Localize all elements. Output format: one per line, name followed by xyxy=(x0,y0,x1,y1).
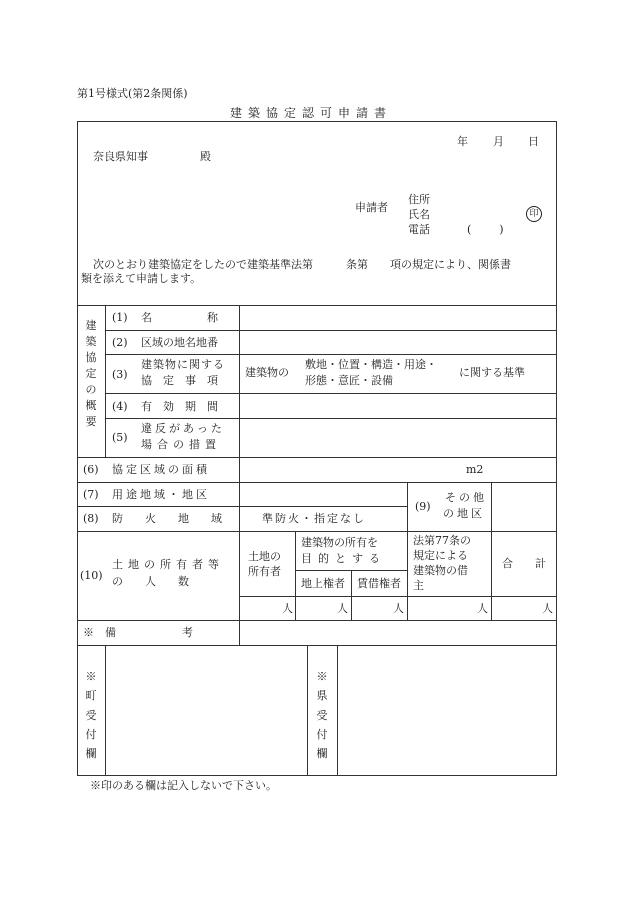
row5-number: (5) xyxy=(112,431,128,444)
date-day: 日 xyxy=(528,135,539,148)
row7-number: (7) xyxy=(83,488,99,501)
row3-prefix: 建築物の xyxy=(245,366,289,379)
unit-land-owner: 人 xyxy=(282,602,293,615)
row8-label: 防 火 地 域 xyxy=(112,512,222,525)
fire-zone-value: 準防火・指定なし xyxy=(262,512,366,525)
pref-reception-label: ※県受付欄 xyxy=(316,670,328,760)
row7-label: 用途地域・地区 xyxy=(112,488,210,501)
row6-number: (6) xyxy=(83,463,99,476)
area-unit: m2 xyxy=(466,463,484,476)
col-lease-rights: 賃借権者 xyxy=(357,577,401,590)
date-month: 月 xyxy=(493,135,504,148)
unit-art77: 人 xyxy=(477,602,488,615)
statement-line-2: 類を添えて申請します。 xyxy=(81,272,202,285)
row10-label-line1: 土地の所有者等 xyxy=(112,558,224,571)
address-label: 住所 xyxy=(408,193,430,206)
row5-label-line2: 場合の措置 xyxy=(141,438,221,451)
overview-group-label: 建築協定の概要 xyxy=(85,319,97,428)
row9-label-line1: その他 xyxy=(445,491,487,504)
footnote: ※印のある欄は記入しないで下さい。 xyxy=(90,779,277,792)
col-total: 合 計 xyxy=(502,557,546,570)
col-art77-line3: 建築物の借 xyxy=(413,564,468,577)
row10-number: (10) xyxy=(80,569,103,582)
row8-number: (8) xyxy=(83,512,99,525)
col-purpose-line2: 目的とする xyxy=(301,552,386,565)
row6-label: 協定区域の面積 xyxy=(112,463,210,476)
date-year: 年 xyxy=(457,135,468,148)
seal-mark: 印 xyxy=(526,206,542,222)
row3-label-line1: 建築物に関する xyxy=(141,358,225,371)
unit-lease-rights: 人 xyxy=(393,602,404,615)
row4-number: (4) xyxy=(112,400,128,413)
addressee: 奈良県知事 xyxy=(93,150,148,163)
form-number: 第1号様式(第2条関係) xyxy=(77,87,188,100)
row5-label-line1: 違反があった xyxy=(141,422,225,435)
row2-number: (2) xyxy=(112,336,128,349)
row1-number: (1) xyxy=(112,311,128,324)
row3-number: (3) xyxy=(112,368,128,381)
applicant-label: 申請者 xyxy=(355,201,388,214)
row10-label-line2: の 人 数 xyxy=(112,575,189,588)
row3-items-line1: 敷地・位置・構造・用途・ xyxy=(305,358,437,371)
row3-label-line2: 協 定 事 項 xyxy=(141,374,218,387)
row9-number: (9) xyxy=(415,500,431,513)
row9-label-line2: の地区 xyxy=(443,507,485,520)
remarks-label: ※ 備 考 xyxy=(83,626,193,639)
row2-label: 区域の地名地番 xyxy=(141,336,218,349)
col-land-owner-line2: 所有者 xyxy=(248,565,281,578)
addressee-honorific: 殿 xyxy=(200,150,211,163)
col-art77-line2: 規定による xyxy=(413,549,468,562)
unit-surface-rights: 人 xyxy=(337,602,348,615)
row1-label: 名 称 xyxy=(141,311,218,324)
phone-label: 電話 xyxy=(408,223,430,236)
col-land-owner-line1: 土地の xyxy=(248,550,281,563)
row3-suffix: に関する基準 xyxy=(459,366,525,379)
col-art77-line1: 法第77条の xyxy=(413,534,471,547)
form-title: 建築協定認可申請書 xyxy=(230,106,393,120)
col-art77-line4: 主 xyxy=(413,579,424,592)
col-purpose-line1: 建築物の所有を xyxy=(301,536,378,549)
name-label: 氏名 xyxy=(408,208,430,221)
statement-line-1: 次のとおり建築協定をしたので建築基準法第 条第 項の規定により、関係書 xyxy=(93,258,511,271)
col-surface-rights: 地上権者 xyxy=(301,577,345,590)
phone-parens: ( ) xyxy=(467,223,506,236)
row4-label: 有 効 期 間 xyxy=(141,400,218,413)
unit-total: 人 xyxy=(542,602,553,615)
row3-items-line2: 形態・意匠・設備 xyxy=(305,374,393,387)
town-reception-label: ※町受付欄 xyxy=(85,670,97,760)
